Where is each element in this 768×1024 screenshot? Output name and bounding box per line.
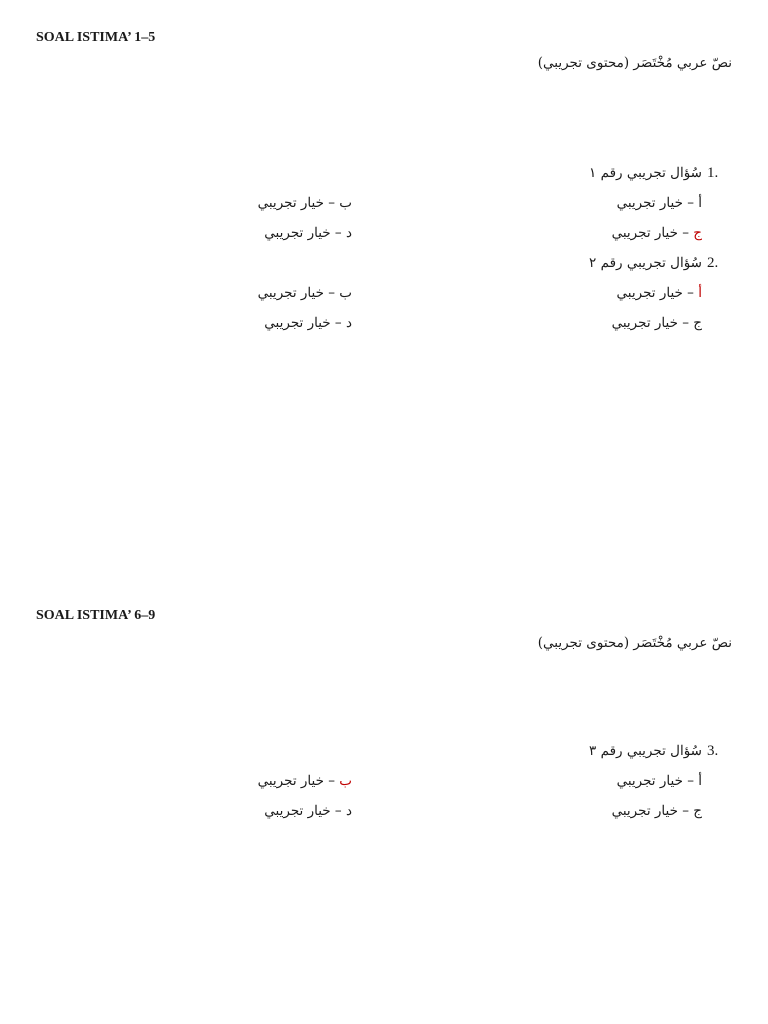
answer-mark: ج [693, 225, 702, 241]
answer-mark: أ [698, 285, 702, 301]
question-3 [0, 738, 768, 764]
q3-option-c: ج – خيار تجريبي [611, 803, 702, 819]
q3-option-a: أ – خيار تجريبي [616, 773, 702, 789]
q2-option-b: ب – خيار تجريبي [257, 285, 352, 301]
q2-option-d: د – خيار تجريبي [264, 315, 352, 331]
question-2 [0, 250, 768, 276]
q2-option-a [402, 280, 702, 306]
question-stem: سُؤال تجريبي رقم ١ [589, 165, 702, 181]
question-stem: سُؤال تجريبي رقم ٢ [589, 255, 702, 271]
option-text: – خيار تجريبي [616, 285, 699, 301]
q3-option-b [12, 768, 352, 794]
answer-mark: ب [339, 773, 352, 789]
section-2-passage: نصّ عربي مُخْتَصَر (محتوى تجريبي) [537, 635, 732, 651]
section-2-title: SOAL ISTIMA’ 6–9 [36, 608, 156, 623]
q1-option-b: ب – خيار تجريبي [257, 195, 352, 211]
q1-option-c [402, 220, 702, 246]
q2-option-c: ج – خيار تجريبي [611, 315, 702, 331]
option-text: – خيار تجريبي [611, 225, 694, 241]
q1-option-a: أ – خيار تجريبي [616, 195, 702, 211]
q1-option-d: د – خيار تجريبي [264, 225, 352, 241]
section-1-title: SOAL ISTIMA’ 1–5 [36, 30, 156, 45]
q3-option-d: د – خيار تجريبي [264, 803, 352, 819]
question-number: 2. [707, 255, 719, 271]
question-number: 1. [707, 165, 719, 181]
question-1 [0, 160, 768, 186]
option-text: – خيار تجريبي [257, 773, 340, 789]
question-stem: سُؤال تجريبي رقم ٣ [589, 743, 702, 759]
section-1-passage: نصّ عربي مُخْتَصَر (محتوى تجريبي) [537, 55, 732, 71]
question-number: 3. [707, 743, 719, 759]
